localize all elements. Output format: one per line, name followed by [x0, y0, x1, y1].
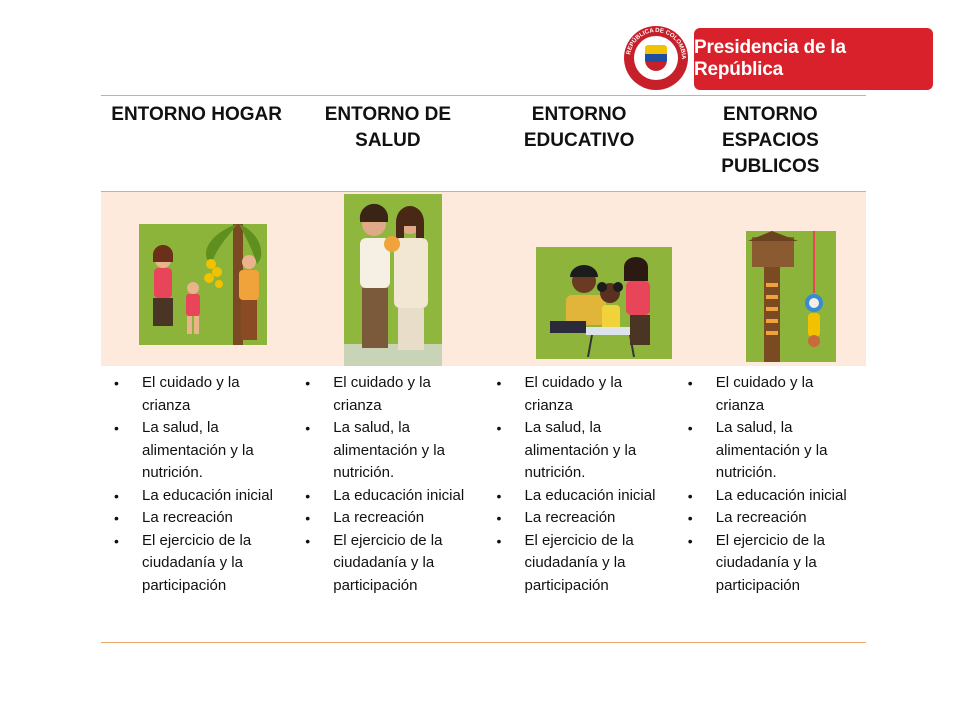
list-item: • El cuidado y la crianza	[484, 372, 675, 417]
list-item: • El cuidado y la crianza	[101, 372, 292, 417]
column-header-educativo: ENTORNO EDUCATIVO	[523, 104, 635, 151]
bullet-list-educativo	[484, 372, 675, 597]
seal-ring-text	[624, 26, 688, 90]
list-item: • La salud, la alimentación y la nutrición.	[292, 417, 483, 485]
colombia-seal-logo	[624, 26, 688, 90]
entornos-table	[101, 95, 866, 643]
illustration-cell-salud	[292, 192, 483, 366]
bottom-rule	[101, 642, 866, 643]
health-couple-illustration	[344, 194, 442, 366]
list-item: • El ejercicio de la ciudadanía y la participación	[484, 530, 675, 598]
list-item: • La educación inicial	[292, 485, 483, 508]
presidencia-brand-banner[interactable]	[694, 28, 933, 90]
bullets-salud	[292, 366, 483, 642]
list-item: • La salud, la alimentación y la nutrición.	[484, 417, 675, 485]
bullet-row	[101, 366, 866, 642]
illustration-cell-espacios-publicos	[675, 192, 866, 366]
column-header-hogar: ENTORNO HOGAR	[111, 104, 282, 125]
bullets-educativo	[484, 366, 675, 642]
list-item: • El ejercicio de la ciudadanía y la participación	[292, 530, 483, 598]
list-item: • La educación inicial	[675, 485, 866, 508]
list-item: • La educación inicial	[484, 485, 675, 508]
svg-text:REPÚBLICA DE COLOMBIA: REPÚBLICA DE COLOMBIA	[626, 27, 687, 60]
header-row	[101, 96, 866, 191]
column-header-salud: ENTORNO DE SALUD	[324, 104, 452, 151]
list-item: • La salud, la alimentación y la nutrición.	[675, 417, 866, 485]
bullet-list-hogar	[101, 372, 292, 597]
list-item: • La salud, la alimentación y la nutrición.	[101, 417, 292, 485]
bullets-espacios-publicos	[675, 366, 866, 642]
bullet-list-salud	[292, 372, 483, 597]
column-header-espacios-publicos: ENTORNO ESPACIOS PUBLICOS	[721, 104, 820, 177]
bullets-hogar	[101, 366, 292, 642]
list-item: • La educación inicial	[101, 485, 292, 508]
list-item: • La recreación	[292, 507, 483, 530]
list-item: • El ejercicio de la ciudadanía y la participación	[675, 530, 866, 598]
list-item: • El ejercicio de la ciudadanía y la participación	[101, 530, 292, 598]
list-item: • La recreación	[484, 507, 675, 530]
list-item: • La recreación	[101, 507, 292, 530]
school-illustration	[536, 247, 672, 359]
brand-name: Presidencia de la República	[694, 37, 846, 80]
illustration-cell-educativo	[484, 192, 675, 366]
bullet-list-espacios-publicos	[675, 372, 866, 597]
list-item: • La recreación	[675, 507, 866, 530]
illustration-row	[101, 192, 866, 366]
list-item: • El cuidado y la crianza	[292, 372, 483, 417]
list-item: • El cuidado y la crianza	[675, 372, 866, 417]
treehouse-illustration	[746, 231, 836, 362]
illustration-cell-hogar	[101, 192, 292, 366]
family-home-illustration	[139, 224, 267, 345]
